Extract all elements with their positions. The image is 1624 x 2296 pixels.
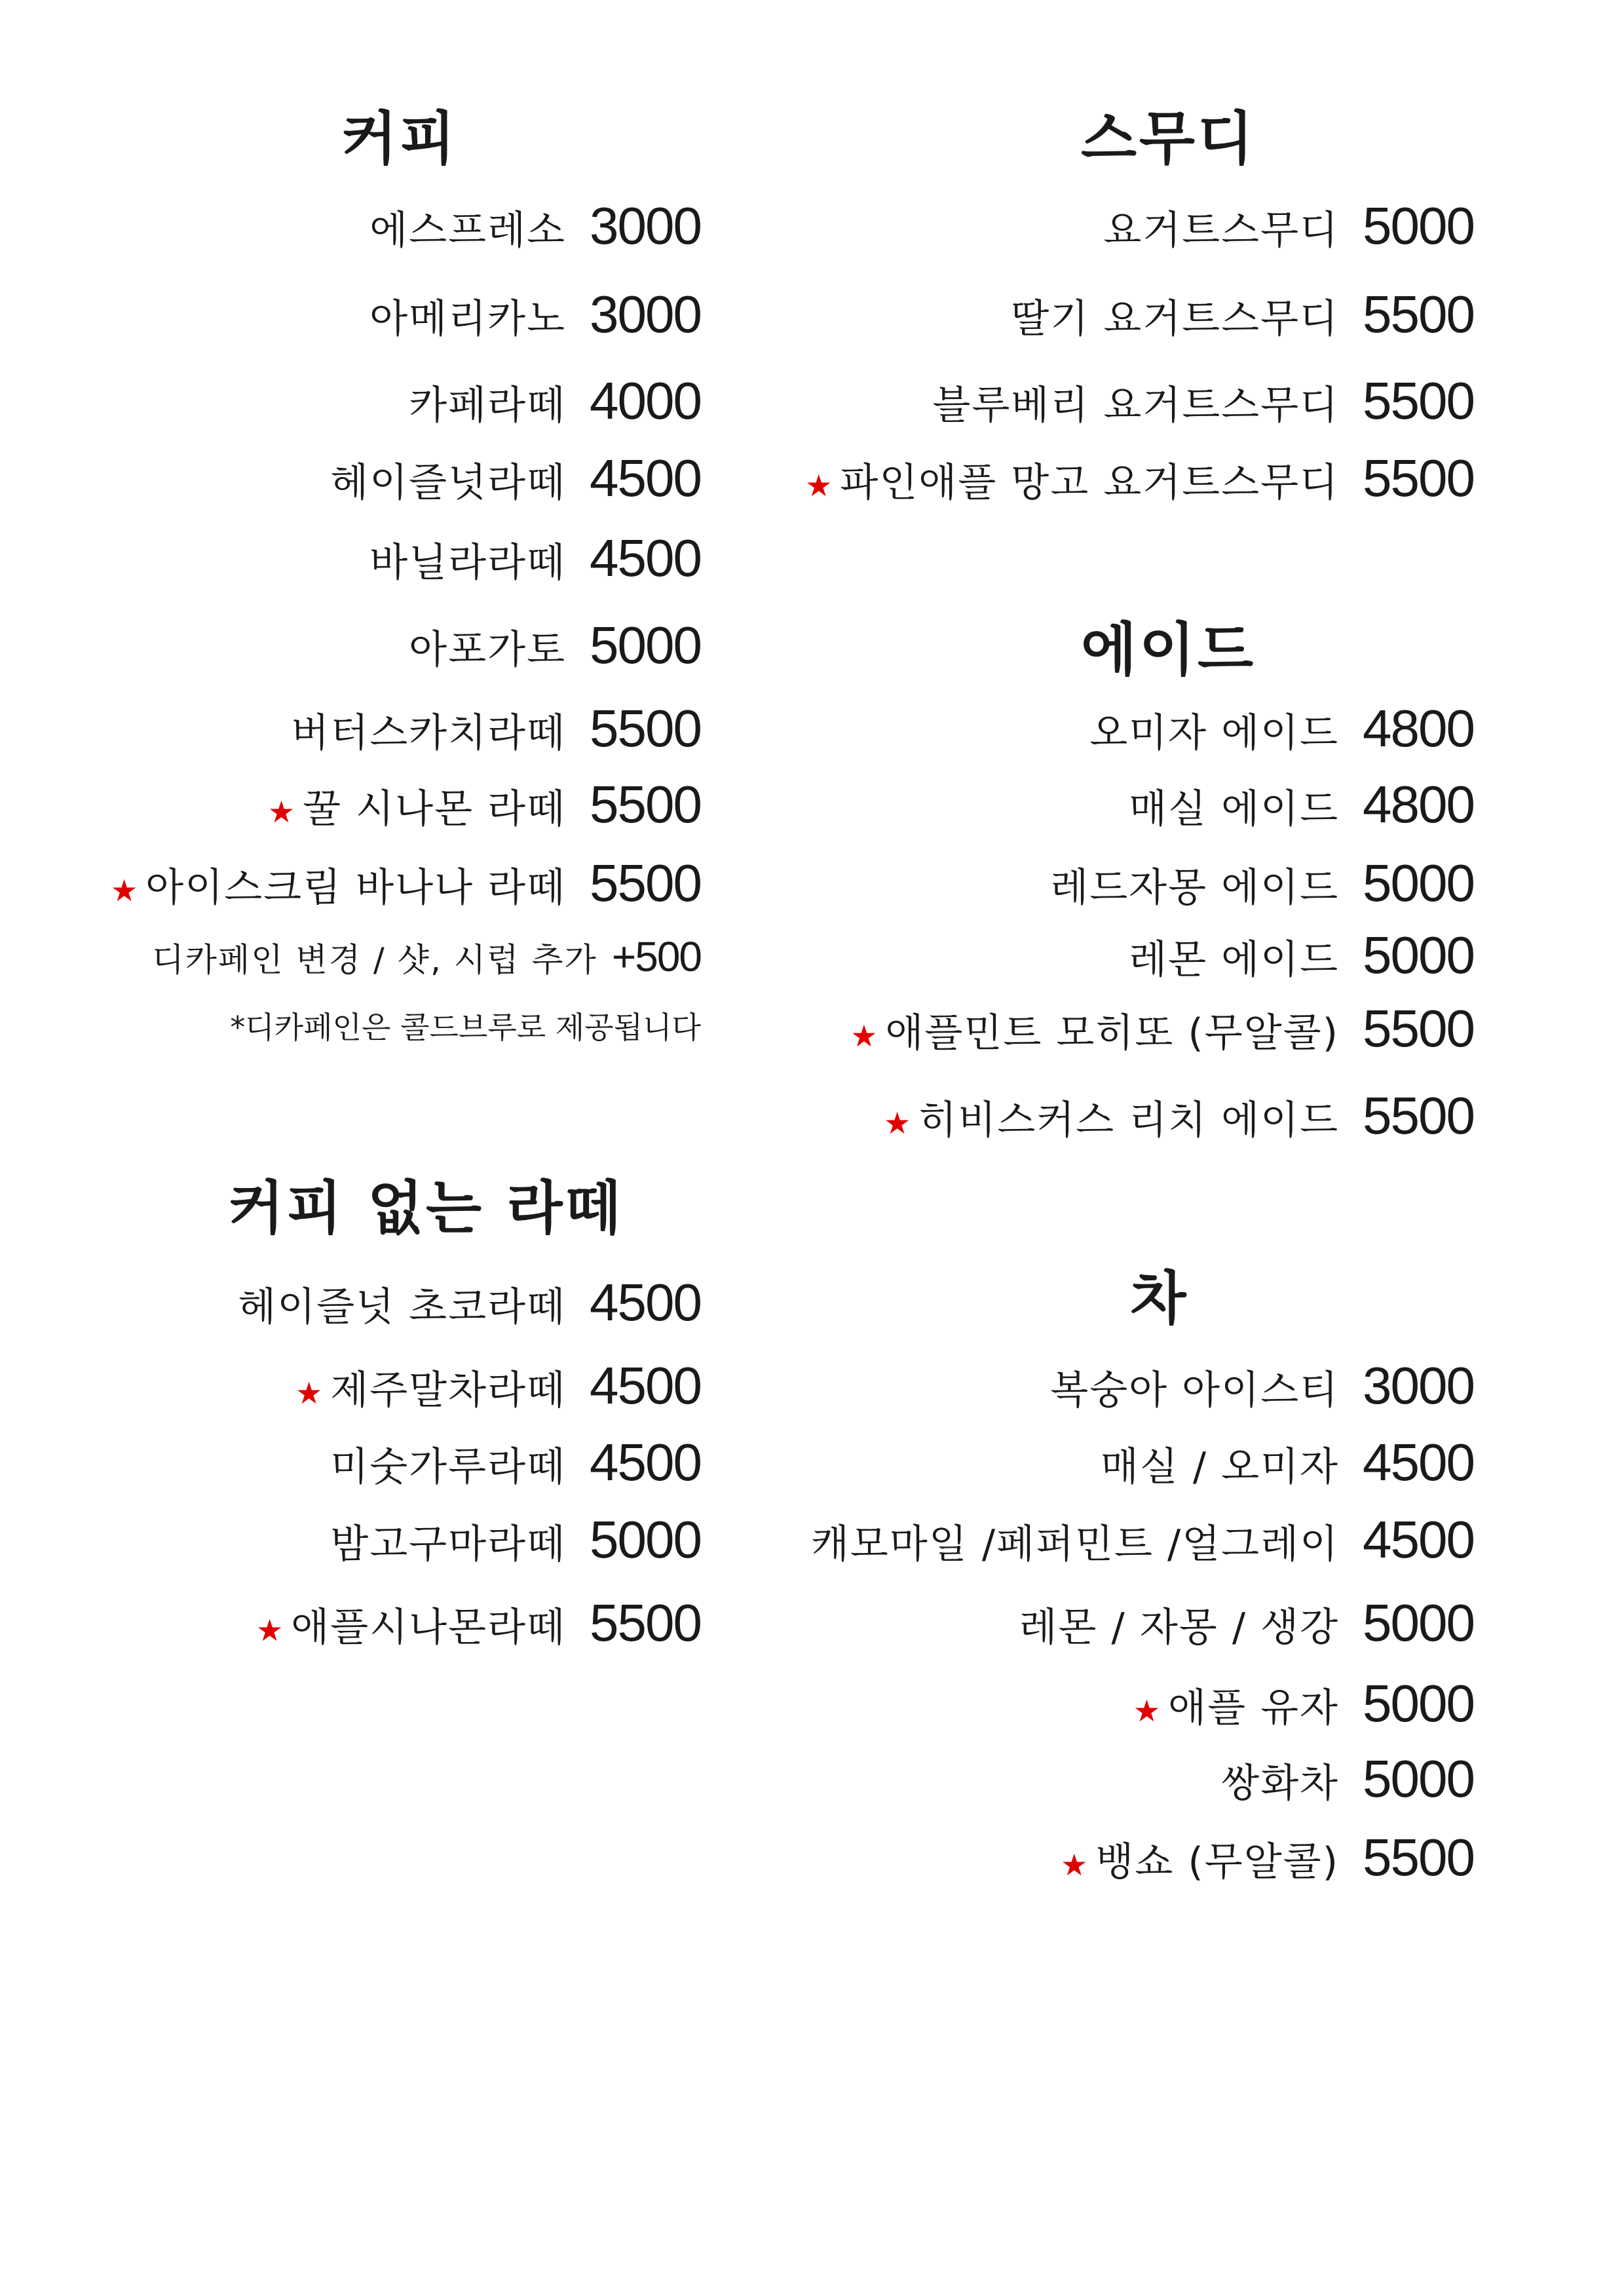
- menu-item-price: 5000: [590, 1510, 701, 1569]
- menu-item-name: 쌍화차: [1221, 1761, 1340, 1807]
- menu-item-name: 복숭아 아이스티: [1050, 1368, 1340, 1413]
- menu-item: [805, 449, 1474, 507]
- menu-item-name: 아이스크림 바나나 라떼: [145, 865, 567, 911]
- menu-item: [409, 372, 701, 430]
- menu-item-name: 뱅쇼 (무알콜): [1095, 1839, 1340, 1885]
- menu-item-name: 블루베리 요거트스무디: [932, 383, 1340, 429]
- menu-item: [1133, 1674, 1474, 1732]
- menu-item-price: 5500: [1363, 999, 1474, 1058]
- menu-item-name: 오미자 에이드: [1089, 710, 1340, 756]
- menu-item: [291, 699, 701, 757]
- menu-item-name: 미숫가루라떼: [330, 1444, 567, 1490]
- star-icon: ★: [1061, 1847, 1088, 1883]
- menu-item: [884, 1086, 1474, 1145]
- menu-item: [330, 1510, 701, 1569]
- menu-item: [111, 854, 701, 912]
- menu-item: [369, 529, 701, 587]
- menu-item-price: 4500: [1363, 1510, 1474, 1569]
- star-icon: ★: [805, 468, 833, 503]
- menu-item-price: 3000: [1363, 1356, 1474, 1415]
- star-icon: ★: [884, 1105, 911, 1141]
- menu-item-price: 4000: [590, 372, 701, 430]
- menu-item-price: 5000: [590, 616, 701, 674]
- menu-item: [1061, 1828, 1474, 1886]
- menu-item-name: 꿀 시나몬 라떼: [303, 786, 567, 832]
- menu-item-price: 5500: [1363, 372, 1474, 430]
- menu-item: [238, 1273, 701, 1331]
- menu-item-name: 레드자몽 에이드: [1050, 865, 1340, 911]
- menu-item: [369, 285, 701, 343]
- menu-item-price: 3000: [590, 285, 701, 343]
- menu-item-price: 5500: [590, 699, 701, 757]
- menu-item-name: 애플민트 모히또 (무알콜): [885, 1010, 1340, 1056]
- menu-item-name: 레몬 에이드: [1129, 937, 1340, 983]
- star-icon: ★: [1133, 1693, 1161, 1729]
- decaf-note: *디카페인은 콜드브루로 제공됩니다: [230, 1010, 701, 1045]
- menu-item-price: 4500: [590, 529, 701, 587]
- menu-item: [256, 1594, 701, 1652]
- menu-item: [850, 999, 1474, 1058]
- star-icon: ★: [850, 1018, 878, 1054]
- menu-item-name: 아포가토: [409, 627, 567, 673]
- menu-item: [369, 197, 701, 255]
- menu-item-name: 캐모마일 /페퍼민트 /얼그레이: [810, 1521, 1340, 1567]
- menu-item: [330, 1433, 701, 1491]
- menu-item: [1050, 854, 1474, 912]
- menu-item: [1089, 699, 1474, 757]
- menu-item: [1100, 1433, 1474, 1491]
- menu-item: [1011, 285, 1474, 343]
- menu-item: [810, 1510, 1474, 1569]
- menu-item-name: 제주말차라떼: [330, 1368, 567, 1413]
- menu-item-name: 헤이즐넛 초코라떼: [238, 1284, 567, 1330]
- option-note-price: +500: [611, 933, 701, 980]
- menu-item-price: 5000: [1363, 1594, 1474, 1652]
- menu-item-price: 5500: [1363, 1086, 1474, 1145]
- menu-item-name: 밤고구마라떼: [330, 1521, 567, 1567]
- ade-heading: 에이드: [1081, 616, 1256, 683]
- menu-item-price: 5500: [590, 1594, 701, 1652]
- menu-item-name: 매실 / 오미자: [1100, 1444, 1340, 1490]
- star-icon: ★: [256, 1613, 284, 1648]
- menu-item-name: 아메리카노: [369, 296, 567, 342]
- menu-item-name: 애플시나몬라떼: [291, 1605, 567, 1651]
- menu-item-price: 4500: [590, 1433, 701, 1491]
- menu-item-name: 에스프레소: [369, 208, 567, 254]
- menu-item-name: 요거트스무디: [1103, 208, 1340, 254]
- menu-item-price: 4500: [1363, 1433, 1474, 1491]
- menu-item-price: 5000: [1363, 854, 1474, 912]
- menu-item: [1019, 1594, 1474, 1652]
- menu-item-price: 3000: [590, 197, 701, 255]
- menu-item-name: 매실 에이드: [1129, 786, 1340, 832]
- menu-item-name: 카페라떼: [409, 383, 567, 429]
- menu-item: [330, 449, 701, 507]
- star-icon: ★: [267, 794, 295, 830]
- menu-item-name: 파인애플 망고 요거트스무디: [840, 460, 1340, 506]
- star-icon: ★: [295, 1375, 323, 1411]
- menu-item: [295, 1356, 701, 1415]
- menu-item: [267, 775, 701, 833]
- menu-item-price: 4800: [1363, 775, 1474, 833]
- menu-item-price: 5500: [1363, 1828, 1474, 1886]
- menu-item-price: 5500: [1363, 285, 1474, 343]
- menu-item-price: 5500: [590, 854, 701, 912]
- star-icon: ★: [111, 873, 138, 908]
- menu-item-price: 5000: [1363, 1750, 1474, 1808]
- menu-item: [932, 372, 1474, 430]
- menu-item: [1103, 197, 1474, 255]
- menu-item: [409, 616, 701, 674]
- menu-item: [1129, 775, 1474, 833]
- option-note-label: 디카페인 변경 / 샷, 시럽 추가: [152, 941, 597, 979]
- menu-item-name: 버터스카치라떼: [291, 710, 567, 756]
- menu-item-price: 5500: [1363, 449, 1474, 507]
- menu-item-name: 헤이즐넛라떼: [330, 460, 567, 506]
- menu-item-price: 4500: [590, 449, 701, 507]
- menu-item-name: 레몬 / 자몽 / 생강: [1019, 1605, 1340, 1651]
- menu-item: [1129, 926, 1474, 984]
- menu-item-price: 5000: [1363, 197, 1474, 255]
- menu-item: [1221, 1750, 1474, 1808]
- menu-item-name: 딸기 요거트스무디: [1011, 296, 1340, 342]
- menu-item-price: 5000: [1363, 926, 1474, 984]
- menu-item: [1050, 1356, 1474, 1415]
- menu-item-price: 5000: [1363, 1674, 1474, 1732]
- coffee-heading: 커피: [341, 105, 459, 172]
- menu-item-name: 애플 유자: [1168, 1685, 1340, 1731]
- menu-item-price: 4800: [1363, 699, 1474, 757]
- non-coffee-latte-heading: 커피 없는 라떼: [228, 1174, 624, 1242]
- smoothie-heading: 스무디: [1081, 105, 1256, 172]
- menu-item-price: 4500: [590, 1356, 701, 1415]
- option-note: [152, 933, 701, 980]
- menu-item-price: 4500: [590, 1273, 701, 1331]
- menu-item-price: 5500: [590, 775, 701, 833]
- menu-item-name: 히비스커스 리치 에이드: [918, 1098, 1340, 1143]
- menu-item-name: 바닐라라떼: [369, 540, 567, 586]
- tea-heading: 차: [1130, 1265, 1189, 1332]
